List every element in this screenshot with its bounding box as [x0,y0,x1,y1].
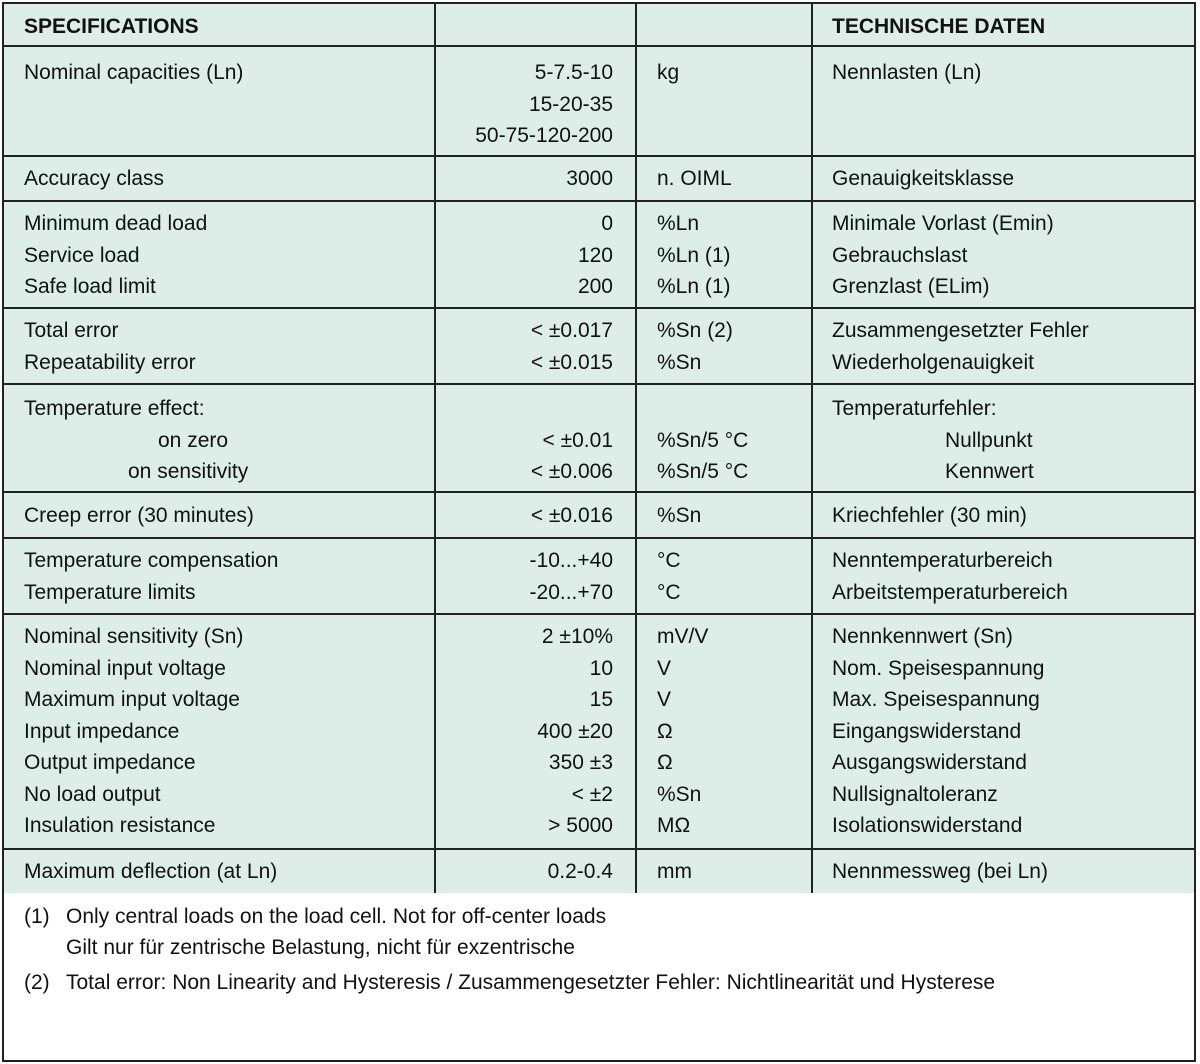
spec-label-en: Repeatability error [24,350,196,374]
group-unit-cell [635,850,811,893]
footnote-number: (2) [24,971,50,994]
group-de-cell [811,157,1194,200]
group-value-cell [434,539,635,613]
group-en-cell [4,850,434,893]
footnotes [2,893,1196,1062]
group-value-cell [434,385,635,491]
spec-value [436,393,613,425]
spec-label-de: Nennkennwert (Sn) [832,625,1013,648]
header-cell-de [811,4,1194,45]
spec-unit: °C [657,549,681,572]
spec-label-de: Minimale Vorlast (Emin) [832,212,1054,235]
spec-unit: Ω [657,751,673,774]
group-en-cell [4,615,434,848]
spec-value: 15-20-35 [528,92,613,116]
footnote-number: (1) [24,905,50,928]
spec-unit: %Sn [657,782,702,806]
spec-label-en: Output impedance [24,751,196,774]
spec-value: < ±2 [571,782,613,806]
spec-value: 3000 [566,167,613,190]
spec-unit [657,393,811,425]
spec-label-en: Insulation resistance [24,814,216,837]
group-value-cell [434,47,635,155]
group-unit-cell [635,202,811,307]
group-value-cell [434,850,635,893]
spec-label-en: No load output [24,782,161,806]
group-value-cell [434,202,635,307]
spec-value: 350 ±3 [548,751,613,774]
footnote-2 [24,967,995,998]
spec-label-de: Grenzlast (ELim) [832,275,990,298]
group-en-cell [4,385,434,491]
spec-unit: %Sn [657,504,702,527]
spec-unit: %Ln (1) [657,275,731,298]
header-cell-value [434,4,635,45]
spec-unit: %Sn/5 °C [657,428,749,452]
spec-unit: MΩ [657,814,691,837]
header-technische-daten: TECHNISCHE DATEN [832,15,1046,38]
spec-group-creep [2,493,1196,539]
spec-label-de: Max. Speisespannung [832,688,1040,711]
spec-label-en: Maximum input voltage [24,688,240,711]
spec-value: 120 [577,243,613,267]
spec-unit: mm [657,860,692,883]
spec-group-loads [2,202,1196,309]
spec-value: < ±0.006 [530,460,613,483]
spec-group-deflection [2,850,1196,895]
group-de-cell [811,539,1194,613]
header-col3 [657,4,811,36]
spec-label-de: Nennmessweg (bei Ln) [832,860,1048,883]
spec-label-de: Nenntemperaturbereich [832,549,1053,572]
spec-group-electrical [2,615,1196,850]
footnote-1-line2 [24,932,575,963]
spec-label-en: Input impedance [24,719,180,743]
spec-value: < ±0.015 [530,350,613,374]
group-de-cell [811,615,1194,848]
spec-group-temperature-effect [2,385,1196,493]
spec-label-en: Nominal sensitivity (Sn) [24,625,244,648]
spec-label-de: Ausgangswiderstand [832,751,1027,774]
group-en-cell [4,309,434,383]
group-en-cell [4,539,434,613]
spec-unit: Ω [657,719,673,743]
spec-label-en: Safe load limit [24,275,156,298]
spec-unit: V [657,688,672,711]
group-de-cell [811,850,1194,893]
spec-label-de: Nom. Speisespannung [832,656,1045,680]
group-unit-cell [635,157,811,200]
spec-label-en: Creep error (30 minutes) [24,504,254,527]
spec-label-en: on sensitivity [128,460,249,483]
spec-value: < ±0.016 [530,504,613,527]
spec-unit: °C [657,580,681,604]
spec-value: > 5000 [548,814,613,837]
spec-label-de: Gebrauchslast [832,243,968,267]
header-col2 [436,4,613,36]
spec-label-de: Isolationswiderstand [832,814,1023,837]
spec-label-de: Nennlasten (Ln) [832,61,982,84]
group-en-cell [4,157,434,200]
spec-value: 0.2-0.4 [547,860,613,883]
group-de-cell [811,385,1194,491]
spec-value: 5-7.5-10 [534,61,613,84]
spec-value: 15 [589,688,613,711]
spec-unit: %Sn (2) [657,319,733,342]
group-en-cell [4,202,434,307]
spec-label-en: on zero [158,428,229,452]
spec-label-en: Nominal capacities (Ln) [24,61,244,84]
group-value-cell [434,615,635,848]
spec-unit: V [657,656,672,680]
spec-unit: %Sn/5 °C [657,460,749,483]
spec-group-errors [2,309,1196,385]
group-de-cell [811,202,1194,307]
spec-value: -20...+70 [529,580,613,604]
group-unit-cell [635,47,811,155]
spec-unit: n. OIML [657,167,732,190]
group-de-cell [811,47,1194,155]
spec-unit: %Ln [657,212,700,235]
spec-label-de: Arbeitstemperaturbereich [832,580,1068,604]
spec-label-de: Eingangswiderstand [832,719,1022,743]
group-value-cell [434,157,635,200]
spec-label-de: Nullsignaltoleranz [832,782,998,806]
spec-value: -10...+40 [529,549,613,572]
spec-unit: mV/V [657,625,709,648]
spec-label-de: Nullpunkt [945,428,1033,452]
spec-group-accuracy [2,157,1196,202]
group-unit-cell [635,493,811,537]
footnote-text: Only central loads on the load cell. Not for off-center loads [66,905,607,928]
spec-value: 400 ±20 [537,719,613,743]
spec-value: < ±0.017 [530,319,613,342]
spec-label-en: Temperature compensation [24,549,279,572]
group-en-cell [4,493,434,537]
spec-unit: %Sn [657,350,702,374]
spec-unit: %Ln (1) [657,243,731,267]
group-en-cell [4,47,434,155]
spec-value: 50-75-120-200 [475,124,613,147]
footnote-text: Gilt nur für zentrische Belastung, nicht für exzentrische [66,936,575,959]
header-specifications: SPECIFICATIONS [24,15,199,38]
footnote-text: Total error: Non Linearity and Hysteresis / Zusammengesetzter Fehler: Nichtlinearität und Hysterese [66,971,996,994]
group-de-cell [811,493,1194,537]
spec-label-en: Temperature limits [24,580,196,604]
spec-label-de: Zusammengesetzter Fehler [832,319,1089,342]
spec-label-de: Kennwert [945,460,1034,483]
group-de-cell [811,309,1194,383]
spec-group-temperature-ranges [2,539,1196,615]
spec-label-de: Kriechfehler (30 min) [832,504,1027,527]
spec-label-de: Wiederholgenauigkeit [832,350,1034,374]
header-cell-en [4,4,434,45]
spec-value: 2 ±10% [541,625,613,648]
spec-value: 0 [601,212,613,235]
spec-label-en: Accuracy class [24,167,165,190]
group-value-cell [434,493,635,537]
spec-value: 10 [589,656,613,680]
spec-label-en: Maximum deflection (at Ln) [24,860,278,883]
spec-group-capacities [2,47,1196,157]
spec-label-de: Genauigkeitsklasse [832,167,1015,190]
spec-label-en: Nominal input voltage [24,656,226,680]
footnote-1 [24,901,606,932]
spec-value: < ±0.01 [542,428,613,452]
group-value-cell [434,309,635,383]
group-unit-cell [635,539,811,613]
spec-label-en: Minimum dead load [24,212,208,235]
header-cell-unit [635,4,811,45]
group-unit-cell [635,309,811,383]
spec-label-de: Temperaturfehler: [832,397,997,420]
spec-label-en: Temperature effect: [24,397,205,420]
spec-value: 200 [577,275,613,298]
spec-label-en: Total error [24,319,119,342]
spec-label-en: Service load [24,243,140,267]
group-unit-cell [635,385,811,491]
spec-unit: kg [657,61,680,84]
group-unit-cell [635,615,811,848]
table-header-row [2,2,1196,47]
